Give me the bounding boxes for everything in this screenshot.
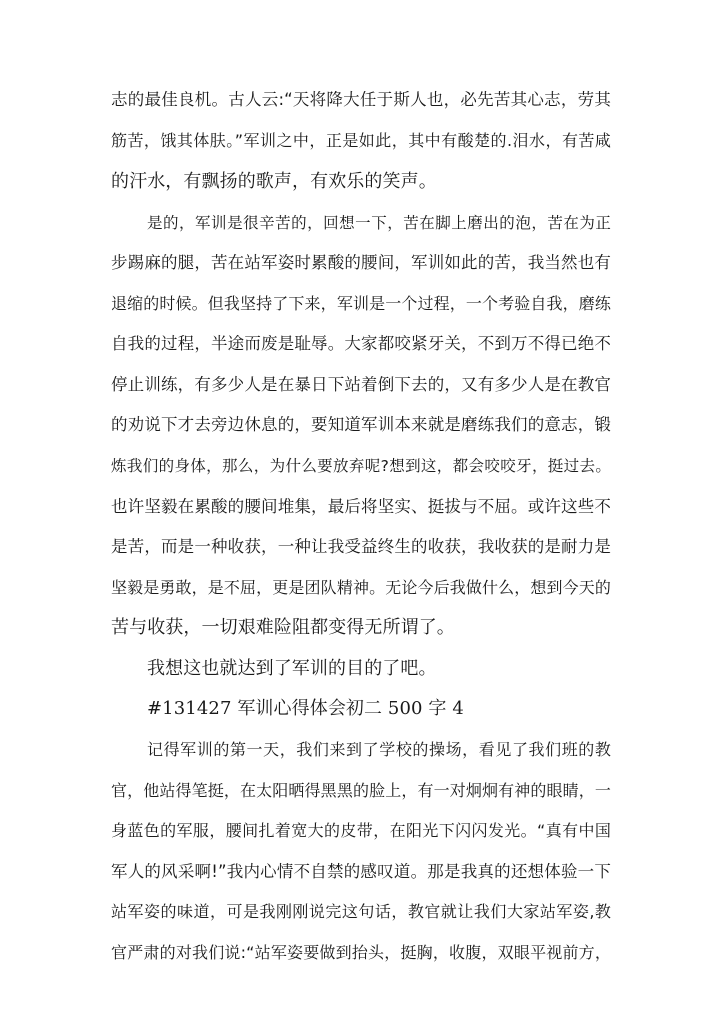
text-line: 志的最佳良机。古人云:“天将降大任于斯人也，必先苦其心志，劳其 bbox=[111, 90, 611, 109]
text-line: 筋苦，饿其体肤。”军训之中，正是如此，其中有酸楚的.泪水，有苦咸 bbox=[111, 131, 611, 150]
section-heading: #131427 军训心得体会初二 500 字 4 bbox=[147, 698, 464, 719]
text-line: 的劝说下才去旁边休息的，要知道军训本来就是磨练我们的意志，锻 bbox=[111, 415, 611, 434]
text-line: 的汗水，有飘扬的歌声，有欢乐的笑声。 bbox=[111, 171, 437, 192]
text-line: 官严肃的对我们说:“站军姿要做到抬头，挺胸，收腹，双眼平视前方， bbox=[111, 943, 611, 962]
text-line: 停止训练，有多少人是在暴日下站着倒下去的，又有多少人是在教官 bbox=[111, 375, 611, 394]
text-line: 步踢麻的腿，苦在站军姿时累酸的腰间，军训如此的苦，我当然也有 bbox=[111, 253, 611, 272]
text-line: 官，他站得笔挺，在太阳晒得黑黑的脸上，有一对炯炯有神的眼睛，一 bbox=[111, 781, 611, 800]
paragraph-first-line: 是的，军训是很辛苦的，回想一下，苦在脚上磨出的泡，苦在为正 bbox=[147, 214, 611, 232]
paragraph-first-line: 记得军训的第一天，我们来到了学校的操场，看见了我们班的教 bbox=[147, 740, 611, 759]
paragraph-first-line: 我想这也就达到了军训的目的了吧。 bbox=[147, 658, 437, 679]
text-line: 炼我们的身体，那么，为什么要放弃呢?想到这，都会咬咬牙，挺过去。 bbox=[111, 457, 611, 475]
text-line: 是苦，而是一种收获，一种让我受益终生的收获，我收获的是耐力是 bbox=[111, 537, 611, 556]
text-line: 退缩的时候。但我坚持了下来，军训是一个过程，一个考验自我，磨练 bbox=[111, 294, 611, 313]
text-line: 苦与收获，一切艰难险阻都变得无所谓了。 bbox=[111, 617, 455, 638]
text-line: 坚毅是勇敢，是不屈，更是团队精神。无论今后我做什么，想到今天的 bbox=[111, 578, 611, 597]
text-line: 也许坚毅在累酸的腰间堆集，最后将坚实、挺拔与不屈。或许这些不 bbox=[111, 497, 611, 516]
text-line: 军人的风采啊!”我内心情不自禁的感叹道。那是我真的还想体验一下 bbox=[111, 862, 611, 881]
text-line: 站军姿的味道，可是我刚刚说完这句话，教官就让我们大家站军姿,教 bbox=[111, 902, 611, 921]
text-line: 自我的过程，半途而废是耻辱。大家都咬紧牙关，不到万不得已绝不 bbox=[111, 334, 611, 353]
text-line: 身蓝色的军服，腰间扎着宽大的皮带，在阳光下闪闪发光。“真有中国 bbox=[111, 821, 611, 840]
